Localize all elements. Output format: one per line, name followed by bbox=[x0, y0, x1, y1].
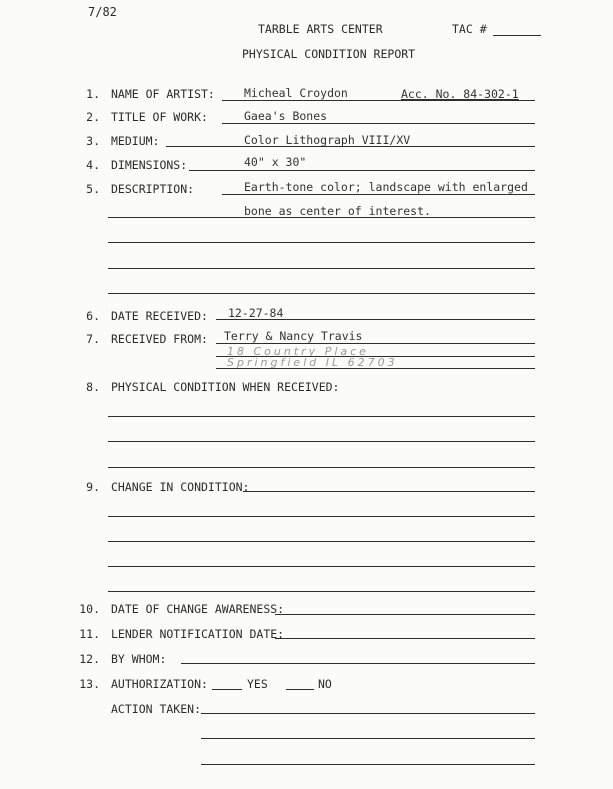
date-code: 7/82 bbox=[88, 5, 117, 19]
action-taken-line bbox=[201, 713, 535, 714]
medium-label: MEDIUM: bbox=[111, 134, 160, 148]
org-name: TARBLE ARTS CENTER bbox=[258, 22, 383, 36]
description-value-line1[interactable]: Earth-tone color; landscape with enlarged bbox=[244, 180, 528, 194]
authorization-label: AUTHORIZATION: bbox=[111, 677, 208, 691]
physical-condition-line bbox=[108, 416, 535, 417]
physical-condition-line bbox=[108, 441, 535, 442]
page-title: PHYSICAL CONDITION REPORT bbox=[242, 47, 416, 61]
date-received-value[interactable]: 12-27-84 bbox=[228, 306, 284, 320]
description-value-line2[interactable]: bone as center of interest. bbox=[244, 204, 431, 218]
received-from-line bbox=[216, 368, 535, 369]
change-in-condition-line bbox=[108, 591, 535, 592]
authorization-yes-label: YES bbox=[247, 677, 268, 691]
change-in-condition-line bbox=[108, 541, 535, 542]
item-number: 7. bbox=[86, 332, 100, 346]
tac-label: TAC # bbox=[452, 22, 487, 36]
action-taken-label: ACTION TAKEN: bbox=[111, 702, 202, 716]
lender-notification-line bbox=[275, 638, 535, 639]
item-number: 3. bbox=[86, 134, 100, 148]
title-value[interactable]: Gaea's Bones bbox=[244, 109, 328, 123]
description-label: DESCRIPTION: bbox=[111, 182, 195, 196]
description-line bbox=[108, 268, 535, 269]
authorization-no-checkbox[interactable] bbox=[286, 689, 314, 690]
physical-condition-label: PHYSICAL CONDITION WHEN RECEIVED: bbox=[111, 380, 340, 394]
change-in-condition-label: CHANGE IN CONDITION: bbox=[111, 480, 250, 494]
item-number: 2. bbox=[86, 110, 100, 124]
item-number: 9. bbox=[86, 480, 100, 494]
title-line bbox=[222, 123, 535, 124]
by-whom-label: BY WHOM: bbox=[111, 652, 167, 666]
item-number: 8. bbox=[86, 380, 100, 394]
action-taken-line bbox=[201, 738, 535, 739]
artist-value[interactable]: Micheal Croydon bbox=[244, 86, 348, 100]
item-number: 1. bbox=[86, 87, 100, 101]
medium-value[interactable]: Color Lithograph VIII/XV bbox=[244, 133, 411, 147]
date-received-line bbox=[216, 319, 535, 320]
item-number: 4. bbox=[86, 158, 100, 172]
lender-notification-label: LENDER NOTIFICATION DATE: bbox=[111, 627, 285, 641]
accession-number[interactable]: Acc. No. 84-302-1 bbox=[401, 87, 519, 101]
received-from-label: RECEIVED FROM: bbox=[111, 332, 208, 346]
dimensions-value[interactable]: 40" x 30" bbox=[244, 155, 307, 169]
medium-line bbox=[166, 146, 535, 147]
description-line bbox=[108, 217, 535, 218]
tac-number-line[interactable] bbox=[493, 35, 541, 36]
item-number: 10. bbox=[79, 602, 100, 616]
received-from-address-line2[interactable]: Springfield IL 62703 bbox=[227, 356, 398, 369]
received-from-line bbox=[216, 343, 535, 344]
date-received-label: DATE RECEIVED: bbox=[111, 309, 208, 323]
by-whom-line bbox=[181, 663, 535, 664]
authorization-no-label: NO bbox=[318, 677, 332, 691]
physical-condition-line bbox=[108, 467, 535, 468]
item-number: 12. bbox=[79, 652, 100, 666]
action-taken-line bbox=[201, 764, 535, 765]
artist-line bbox=[222, 100, 535, 101]
change-in-condition-line bbox=[108, 516, 535, 517]
dimensions-label: DIMENSIONS: bbox=[111, 158, 188, 172]
change-in-condition-line bbox=[243, 491, 535, 492]
description-line bbox=[108, 242, 535, 243]
received-from-value[interactable]: Terry & Nancy Travis bbox=[224, 329, 363, 343]
artist-label: NAME OF ARTIST: bbox=[111, 87, 215, 101]
dimensions-line bbox=[189, 170, 535, 171]
change-in-condition-line bbox=[108, 566, 535, 567]
item-number: 6. bbox=[86, 309, 100, 323]
authorization-yes-checkbox[interactable] bbox=[212, 689, 242, 690]
item-number: 5. bbox=[86, 182, 100, 196]
item-number: 11. bbox=[79, 627, 100, 641]
received-from-address-line1[interactable]: 18 Country Place bbox=[227, 345, 369, 358]
title-label: TITLE OF WORK: bbox=[111, 110, 208, 124]
description-line bbox=[108, 293, 535, 294]
date-change-awareness-line bbox=[275, 614, 535, 615]
description-line bbox=[222, 194, 535, 195]
date-change-awareness-label: DATE OF CHANGE AWARENESS: bbox=[111, 602, 285, 616]
item-number: 13. bbox=[79, 677, 100, 691]
